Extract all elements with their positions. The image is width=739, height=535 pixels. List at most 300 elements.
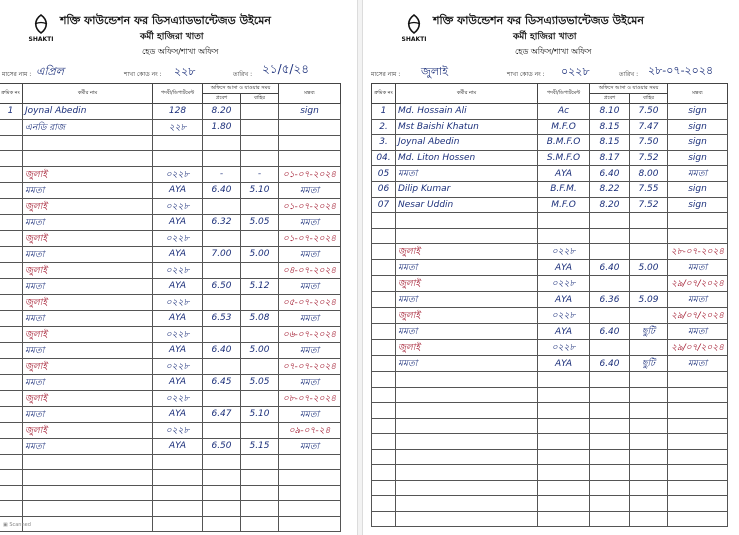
col-serial: ক্রমিক নং [372, 84, 396, 104]
cell-name [23, 485, 153, 501]
cell-designation: AYA [538, 356, 590, 372]
cell-remarks: মমতা [668, 260, 728, 276]
table-row [0, 310, 341, 326]
cell-name: মমতা [396, 356, 538, 372]
cell-departure: 8.00 [630, 166, 668, 182]
cell-serial [0, 214, 23, 230]
cell-serial [0, 374, 23, 390]
table-row [372, 197, 728, 213]
cell-departure [630, 449, 668, 465]
branch-code-value: ২২৮ [174, 65, 196, 78]
cell-departure: 5.10 [241, 182, 279, 198]
cell-name: মমতা [23, 406, 153, 422]
cell-arrival [590, 480, 630, 496]
date-value: ২৮-০৭-২০২৪ [648, 64, 714, 77]
cell-departure: 5.00 [241, 246, 279, 262]
cell-designation: S.M.F.O [538, 150, 590, 166]
cell-name: Nesar Uddin [396, 197, 538, 213]
table-row [372, 356, 728, 372]
cell-remarks: ২৯/০৭/২০২৪ [668, 276, 728, 292]
cell-arrival: 6.40 [590, 324, 630, 340]
cell-serial [0, 501, 23, 517]
cell-designation: ২২৮ [153, 119, 203, 135]
table-row [372, 511, 728, 527]
cell-departure: ছুটি [630, 356, 668, 372]
cell-remarks [668, 496, 728, 512]
cell-designation [538, 449, 590, 465]
cell-designation [538, 403, 590, 419]
cell-serial [0, 135, 23, 151]
cell-departure [241, 230, 279, 246]
cell-designation: AYA [153, 438, 203, 454]
cell-arrival [590, 228, 630, 244]
cell-arrival: 8.15 [590, 135, 630, 151]
cell-designation [538, 228, 590, 244]
cell-serial [0, 166, 23, 182]
cell-name [396, 511, 538, 527]
cell-arrival [203, 230, 241, 246]
col-serial: ক্রমিক নং [0, 84, 23, 104]
table-row [372, 372, 728, 388]
cell-serial [372, 465, 396, 481]
table-row [372, 104, 728, 120]
cell-serial [0, 182, 23, 198]
cell-designation [153, 151, 203, 167]
cell-departure: 5.12 [241, 278, 279, 294]
branch-code-label: শাখা কোড নং : [507, 71, 545, 78]
col-arrival: প্রবেশ [203, 94, 241, 104]
cell-serial: 04. [372, 150, 396, 166]
cell-designation: ০২২৮ [538, 244, 590, 260]
cell-arrival: 6.40 [590, 166, 630, 182]
cell-arrival: 8.22 [590, 182, 630, 198]
cell-designation: AYA [153, 310, 203, 326]
cell-name: মমতা [23, 310, 153, 326]
cell-designation: B.F.M. [538, 182, 590, 198]
table-row [372, 465, 728, 481]
cell-serial [372, 449, 396, 465]
date-label: তারিখ : [619, 71, 639, 78]
cell-serial [372, 387, 396, 403]
table-row [0, 501, 341, 517]
cell-arrival: 6.40 [590, 356, 630, 372]
logo-text: SHAKTI [28, 36, 54, 43]
table-row [372, 292, 728, 308]
cell-designation [153, 470, 203, 486]
cell-arrival: 1.80 [203, 119, 241, 135]
table-row [0, 135, 341, 151]
cell-serial: 1 [0, 104, 23, 120]
attendance-table [0, 83, 341, 532]
cell-designation: AYA [538, 166, 590, 182]
table-row [372, 480, 728, 496]
cell-serial [0, 406, 23, 422]
cell-name [396, 213, 538, 229]
cell-serial [372, 244, 396, 260]
leaf-icon [30, 14, 52, 34]
cell-remarks: sign [279, 104, 341, 120]
table-row [372, 166, 728, 182]
table-row [372, 260, 728, 276]
col-remarks: মন্তব্য [279, 84, 341, 104]
table-row [372, 182, 728, 198]
cell-name: জুলাই [23, 358, 153, 374]
cell-designation [153, 135, 203, 151]
cell-remarks: মমতা [279, 214, 341, 230]
cell-serial [0, 358, 23, 374]
cell-departure [630, 511, 668, 527]
cell-name [23, 470, 153, 486]
cell-designation [538, 434, 590, 450]
cell-serial [0, 294, 23, 310]
cell-arrival: 6.40 [203, 182, 241, 198]
cell-remarks [668, 372, 728, 388]
table-row [372, 418, 728, 434]
cell-name: মমতা [23, 374, 153, 390]
cell-arrival [203, 294, 241, 310]
cell-serial [0, 198, 23, 214]
table-row [372, 496, 728, 512]
cell-serial [0, 438, 23, 454]
table-row [372, 228, 728, 244]
cell-serial [372, 292, 396, 308]
cell-arrival: 6.53 [203, 310, 241, 326]
org-name: শক্তি ফাউন্ডেশন ফর ডিসএ্যাডভান্টেজড উইমেন [433, 14, 644, 27]
table-row [0, 470, 341, 486]
cell-designation: AYA [153, 342, 203, 358]
cell-name: জুলাই [23, 390, 153, 406]
cell-designation [538, 496, 590, 512]
cell-name [396, 434, 538, 450]
cell-remarks: মমতা [279, 438, 341, 454]
table-row [0, 438, 341, 454]
cell-serial [372, 228, 396, 244]
cell-departure [630, 228, 668, 244]
cell-arrival: 6.50 [203, 278, 241, 294]
cell-arrival [590, 372, 630, 388]
cell-remarks: sign [668, 135, 728, 151]
cell-remarks [279, 516, 341, 532]
cell-departure: ছুটি [630, 324, 668, 340]
cell-serial [0, 485, 23, 501]
table-row [0, 406, 341, 422]
cell-designation [538, 213, 590, 229]
month-label: মাসের নাম : [2, 71, 32, 78]
cell-designation [153, 516, 203, 532]
cell-designation: AYA [538, 260, 590, 276]
cell-remarks [668, 403, 728, 419]
cell-designation: AYA [153, 278, 203, 294]
cell-departure [630, 387, 668, 403]
cell-name: জুলাই [23, 294, 153, 310]
cell-name [396, 465, 538, 481]
branch-code-label: শাখা কোড নং : [124, 71, 162, 78]
cell-arrival [203, 422, 241, 438]
cell-name [23, 151, 153, 167]
cell-serial [0, 246, 23, 262]
cell-departure: 7.50 [630, 104, 668, 120]
cell-departure [241, 516, 279, 532]
cell-name: জুলাই [23, 166, 153, 182]
cell-arrival [203, 198, 241, 214]
leaf-icon [403, 14, 425, 34]
cell-departure [630, 465, 668, 481]
office-line: হেড অফিস/শাখা অফিস [142, 47, 219, 56]
cell-remarks: মমতা [279, 278, 341, 294]
cell-designation: ০২২৮ [538, 340, 590, 356]
table-row [372, 449, 728, 465]
cell-departure: 5.15 [241, 438, 279, 454]
cell-arrival: 8.10 [590, 104, 630, 120]
cell-remarks: মমতা [668, 166, 728, 182]
cell-designation [538, 418, 590, 434]
cell-designation: M.F.O [538, 197, 590, 213]
cell-designation: M.F.O [538, 119, 590, 135]
cell-arrival: - [203, 166, 241, 182]
cell-departure: 5.05 [241, 214, 279, 230]
cell-name: মমতা [23, 246, 153, 262]
cell-name: মমতা [23, 438, 153, 454]
table-row [0, 374, 341, 390]
cell-serial [0, 390, 23, 406]
table-row [0, 214, 341, 230]
cell-remarks: sign [668, 104, 728, 120]
cell-designation: ০২২৮ [538, 276, 590, 292]
cell-departure: 5.08 [241, 310, 279, 326]
table-row [0, 166, 341, 182]
cell-designation: B.M.F.O [538, 135, 590, 151]
cell-remarks [668, 213, 728, 229]
month-value: জুলাই [421, 65, 448, 78]
cell-designation [538, 372, 590, 388]
cell-name: জুলাই [23, 326, 153, 342]
cell-remarks: মমতা [279, 310, 341, 326]
month-label: মাসের নাম : [371, 71, 401, 78]
col-designation: পদবী/ডিপার্টমেন্ট [153, 84, 203, 104]
cell-departure: 7.50 [630, 135, 668, 151]
table-row [0, 278, 341, 294]
cell-name [396, 480, 538, 496]
cell-name: জুলাই [23, 262, 153, 278]
cell-remarks: ২৯/০৭/২০২৪ [668, 340, 728, 356]
cell-arrival [203, 501, 241, 517]
left-page [0, 0, 357, 535]
table-row [372, 324, 728, 340]
cell-serial [372, 356, 396, 372]
col-departure: বাহির [241, 94, 279, 104]
cell-remarks [279, 454, 341, 470]
cell-serial: 07 [372, 197, 396, 213]
cell-serial [372, 403, 396, 419]
cell-serial [372, 434, 396, 450]
cell-designation: Ac [538, 104, 590, 120]
cell-departure [241, 358, 279, 374]
cell-arrival [203, 326, 241, 342]
table-row [0, 358, 341, 374]
table-row [0, 326, 341, 342]
cell-designation: ০২২৮ [153, 166, 203, 182]
cell-designation: ০২২৮ [153, 198, 203, 214]
scanner-watermark: ▣ Scanned [3, 522, 31, 528]
cell-name: মমতা [23, 214, 153, 230]
col-departure: বাহির [630, 94, 668, 104]
table-row [0, 119, 341, 135]
cell-departure [630, 403, 668, 419]
logo-text: SHAKTI [401, 36, 427, 43]
cell-remarks: ২৯/০৭/২০২৪ [668, 308, 728, 324]
cell-arrival: 6.47 [203, 406, 241, 422]
cell-arrival: 6.40 [203, 342, 241, 358]
month-value: এপ্রিল [36, 65, 64, 78]
cell-name [23, 135, 153, 151]
cell-designation: AYA [538, 292, 590, 308]
cell-departure [241, 454, 279, 470]
cell-remarks: ০৭-০৭-২০২৪ [279, 358, 341, 374]
cell-name [23, 516, 153, 532]
cell-designation: AYA [153, 406, 203, 422]
cell-arrival: 6.32 [203, 214, 241, 230]
cell-name: Md. Liton Hossen [396, 150, 538, 166]
cell-serial [372, 418, 396, 434]
cell-arrival: 8.15 [590, 119, 630, 135]
cell-departure [630, 276, 668, 292]
cell-remarks: ০৬-০৭-২০২৪ [279, 326, 341, 342]
cell-remarks [668, 434, 728, 450]
cell-remarks [668, 418, 728, 434]
cell-name: মমতা [396, 260, 538, 276]
branch-code-value: ০২২৮ [561, 65, 590, 78]
cell-departure [241, 422, 279, 438]
cell-remarks [668, 449, 728, 465]
cell-name: Joynal Abedin [23, 104, 153, 120]
cell-departure [630, 418, 668, 434]
cell-departure: 5.09 [630, 292, 668, 308]
cell-serial [0, 230, 23, 246]
cell-arrival [203, 262, 241, 278]
cell-name: Joynal Abedin [396, 135, 538, 151]
cell-name: জুলাই [396, 244, 538, 260]
cell-designation: AYA [153, 246, 203, 262]
cell-designation: ০২২৮ [153, 294, 203, 310]
col-time-group: অফিসে আসা ও যাওয়ার সময় [590, 84, 668, 94]
cell-name: মমতা [396, 324, 538, 340]
cell-departure [630, 372, 668, 388]
cell-serial: 1 [372, 104, 396, 120]
cell-serial: 3. [372, 135, 396, 151]
cell-serial [0, 454, 23, 470]
cell-name: জুলাই [396, 340, 538, 356]
cell-serial [372, 276, 396, 292]
col-remarks: মন্তব্য [668, 84, 728, 104]
table-row [0, 390, 341, 406]
cell-remarks [279, 151, 341, 167]
cell-serial [372, 260, 396, 276]
cell-arrival: 8.20 [590, 197, 630, 213]
cell-remarks [668, 480, 728, 496]
date-label: তারিখ : [233, 71, 253, 78]
cell-remarks: ০১-০৭-২০২৪ [279, 230, 341, 246]
cell-serial [0, 326, 23, 342]
cell-serial: 2. [372, 119, 396, 135]
cell-arrival [590, 244, 630, 260]
cell-name: এনডি রাজ [23, 119, 153, 135]
cell-serial [0, 310, 23, 326]
table-row [372, 244, 728, 260]
cell-arrival: 8.17 [590, 150, 630, 166]
cell-serial [372, 372, 396, 388]
cell-name: মমতা [23, 182, 153, 198]
table-row [372, 135, 728, 151]
cell-name: জুলাই [23, 198, 153, 214]
cell-arrival [590, 496, 630, 512]
cell-remarks: sign [668, 119, 728, 135]
cell-name [396, 496, 538, 512]
cell-remarks: মমতা [279, 246, 341, 262]
table-row [0, 342, 341, 358]
cell-serial [0, 422, 23, 438]
cell-arrival [203, 135, 241, 151]
cell-name: Dilip Kumar [396, 182, 538, 198]
cell-remarks: ০৮-০৭-২০২৪ [279, 390, 341, 406]
cell-name: মমতা [23, 278, 153, 294]
cell-departure [241, 198, 279, 214]
cell-designation [153, 501, 203, 517]
cell-designation: AYA [153, 374, 203, 390]
table-row [0, 454, 341, 470]
cell-departure [241, 470, 279, 486]
cell-remarks [279, 470, 341, 486]
cell-departure [241, 119, 279, 135]
cell-remarks: মমতা [279, 342, 341, 358]
cell-name: জুলাই [23, 230, 153, 246]
col-name: কর্মীর নাম [396, 84, 538, 104]
cell-designation [538, 480, 590, 496]
cell-name [396, 387, 538, 403]
cell-departure: 7.52 [630, 150, 668, 166]
col-arrival: প্রবেশ [590, 94, 630, 104]
cell-remarks: মমতা [668, 324, 728, 340]
cell-designation [153, 485, 203, 501]
cell-name: জুলাই [396, 276, 538, 292]
org-name: শক্তি ফাউন্ডেশন ফর ডিসএ্যাডভান্টেজড উইমেন [60, 14, 271, 27]
cell-designation [153, 454, 203, 470]
col-designation: পদবী/ডিপার্টমেন্ট [538, 84, 590, 104]
cell-remarks: sign [668, 150, 728, 166]
cell-name [396, 228, 538, 244]
cell-departure [630, 213, 668, 229]
cell-name [23, 501, 153, 517]
table-row [0, 294, 341, 310]
cell-name [396, 449, 538, 465]
cell-remarks: ০৯-০৭-২৪ [279, 422, 341, 438]
cell-designation: ০২২৮ [153, 422, 203, 438]
cell-departure [241, 485, 279, 501]
cell-departure: 7.47 [630, 119, 668, 135]
cell-designation: ০২২৮ [538, 308, 590, 324]
cell-departure [630, 496, 668, 512]
col-name: কর্মীর নাম [23, 84, 153, 104]
cell-serial [372, 511, 396, 527]
cell-departure [241, 151, 279, 167]
cell-departure: - [241, 166, 279, 182]
cell-arrival [590, 403, 630, 419]
cell-departure: 7.55 [630, 182, 668, 198]
cell-serial [372, 480, 396, 496]
cell-remarks [279, 135, 341, 151]
cell-arrival [203, 516, 241, 532]
cell-name: Mst Baishi Khatun [396, 119, 538, 135]
cell-designation: AYA [153, 182, 203, 198]
